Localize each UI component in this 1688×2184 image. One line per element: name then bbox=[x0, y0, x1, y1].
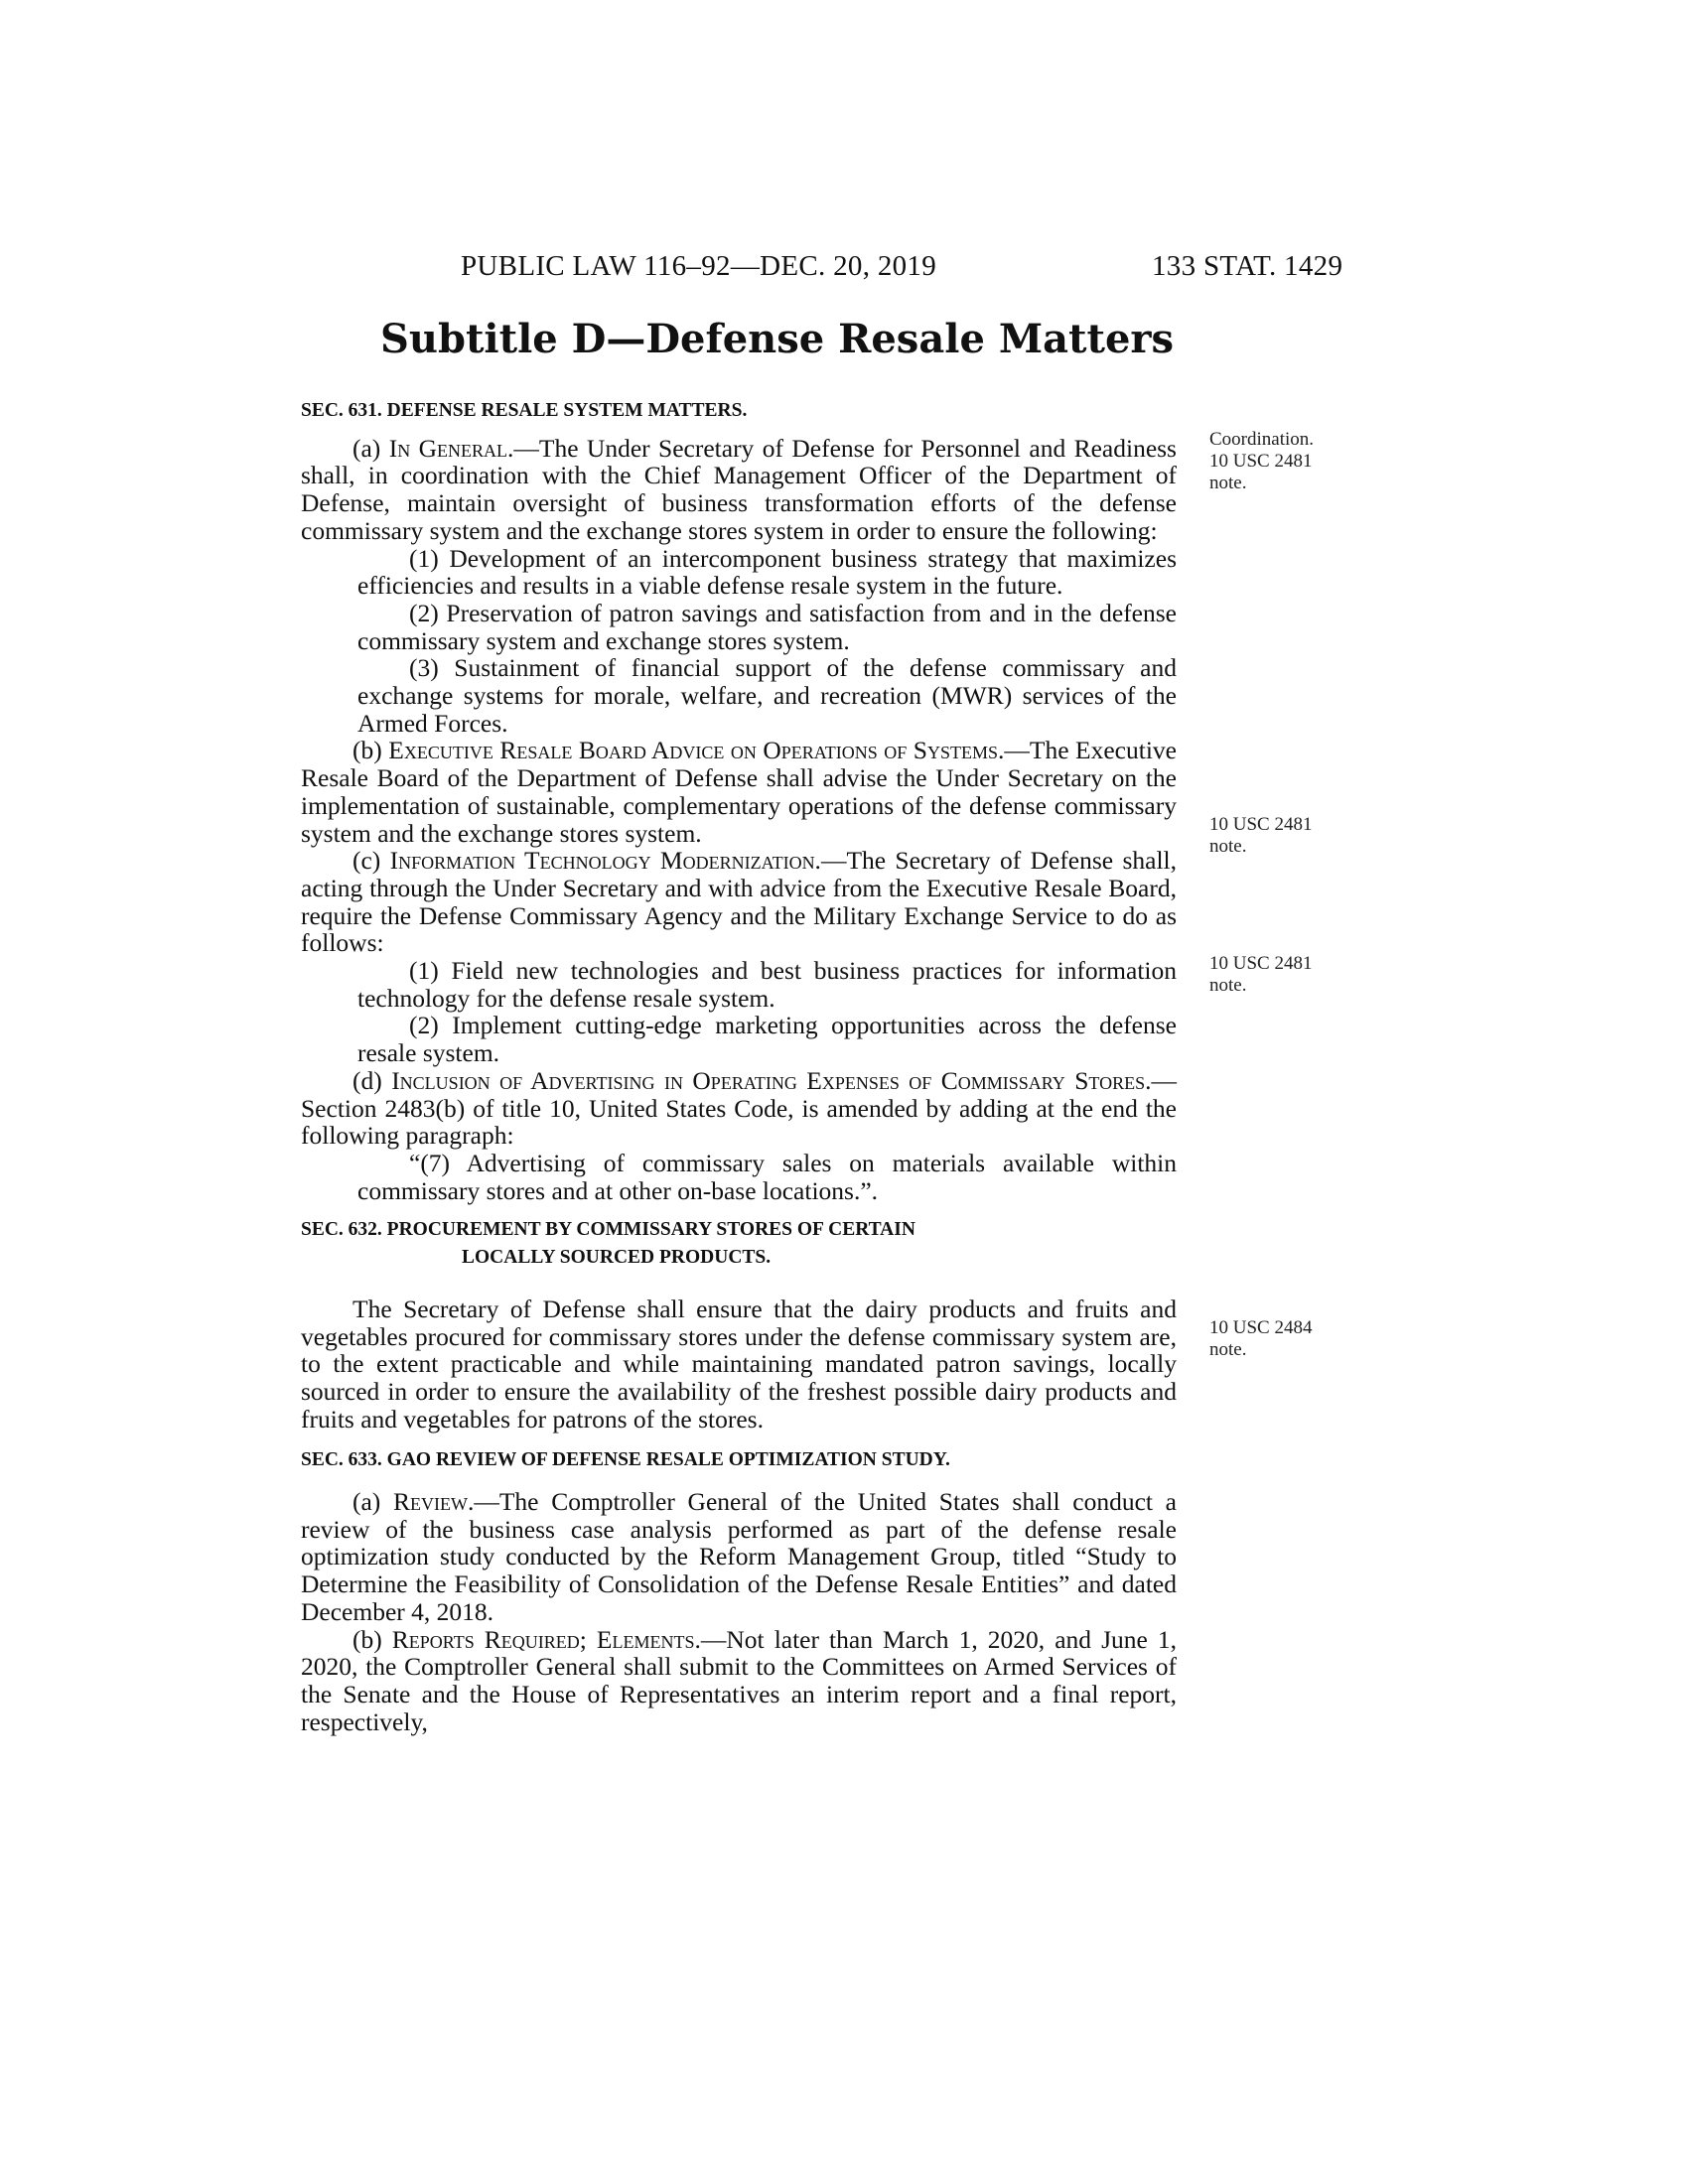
section-631-a-3: (3) Sustainment of financial support of the defense commissary and exchange systems for morale, welfare, and recreation (MWR) services of the Armed Forces. bbox=[357, 653, 1177, 738]
margin-note-coordination: Coordination. 10 USC 2481 note. bbox=[1209, 429, 1315, 493]
section-631-d-quote: “(7) Advertising of commissary sales on materials available within commissary stores and at other on-base locations.”. bbox=[357, 1148, 1177, 1205]
section-631-c-2: (2) Implement cutting-edge marketing opportunities across the defense resale system. bbox=[357, 1011, 1177, 1068]
section-631-heading: SEC. 631. DEFENSE RESALE SYSTEM MATTERS. bbox=[301, 400, 748, 421]
document-body bbox=[301, 397, 1177, 1735]
section-633-heading: SEC. 633. GAO REVIEW OF DEFENSE RESALE OPTIMIZATION STUDY. bbox=[301, 1449, 950, 1471]
section-633-a: (a) Review.—The Comptroller General of the United States shall conduct a review of the business case analysis performed as part of the defense resale optimization study conducted by the Reform Management Group, titled “Study to Determine the Feasibility of Consolidation of the Defense Resale Entities” and dated December 4, 2018. bbox=[301, 1487, 1177, 1626]
section-631-a-1: (1) Development of an intercomponent business strategy that maximizes efficiencies and results in a viable defense resale system in the future. bbox=[357, 543, 1177, 601]
margin-note-c: 10 USC 2481 note. bbox=[1209, 953, 1313, 996]
section-631-a-2: (2) Preservation of patron savings and satisfaction from and in the defense commissary system and exchange stores system. bbox=[357, 598, 1177, 655]
section-632-text: The Secretary of Defense shall ensure that the dairy products and fruits and vegetables procured for commissary stores under the defense commissary system are, to the extent practicable and while maintaining mandated patron savings, locally sourced in order to ensure the availability of the freshest possible dairy products and fruits and vegetables for patrons of the stores. bbox=[301, 1294, 1177, 1433]
section-631-d: (d) Inclusion of Advertising in Operating Expenses of Commissary Stores.—Section 2483(b) of title 10, United States Code, is amended by adding at the end the following paragraph: bbox=[301, 1065, 1177, 1151]
section-631-b: (b) Executive Resale Board Advice on Operations of Systems.—The Executive Resale Board of the Department of Defense shall advise the Under Secretary on the implementation of sustainable, complementary operations of the defense commissary system and the exchange stores system. bbox=[301, 736, 1177, 848]
running-header-title: PUBLIC LAW 116–92—DEC. 20, 2019 bbox=[461, 250, 937, 282]
section-633-b: (b) Reports Required; Elements.—Not later than March 1, 2020, and June 1, 2020, the Comptroller General shall submit to the Committees on Armed Services of the Senate and the House of Representatives an interim report and a final report, respectively, bbox=[301, 1624, 1178, 1736]
page-number: 133 STAT. 1429 bbox=[1152, 250, 1343, 282]
section-631-c: (c) Information Technology Modernization.—The Secretary of Defense shall, acting through the Under Secretary and with advice from the Executive Resale Board, require the Defense Commissary Agency and the Military Exchange Service to do as follows: bbox=[301, 846, 1177, 958]
margin-note-sec-632: 10 USC 2484 note. bbox=[1209, 1317, 1313, 1360]
section-631-a: (a) In General.—The Under Secretary of Defense for Personnel and Readiness shall, in coordination with the Chief Management Officer of the Department of Defense, maintain oversight of business transformation efforts of the defense commissary system and the exchange stores system in order to ensure the following: bbox=[301, 433, 1177, 545]
section-632-heading: SEC. 632. PROCUREMENT BY COMMISSARY STORES OF CERTAIN LOCALLY SOURCED PRODUCTS. bbox=[301, 1219, 915, 1269]
margin-note-b: 10 USC 2481 note. bbox=[1209, 814, 1313, 857]
subtitle-heading: Subtitle D—Defense Resale Matters bbox=[380, 316, 1175, 362]
section-631-c-1: (1) Field new technologies and best business practices for information technology for the defense resale system. bbox=[357, 956, 1177, 1013]
